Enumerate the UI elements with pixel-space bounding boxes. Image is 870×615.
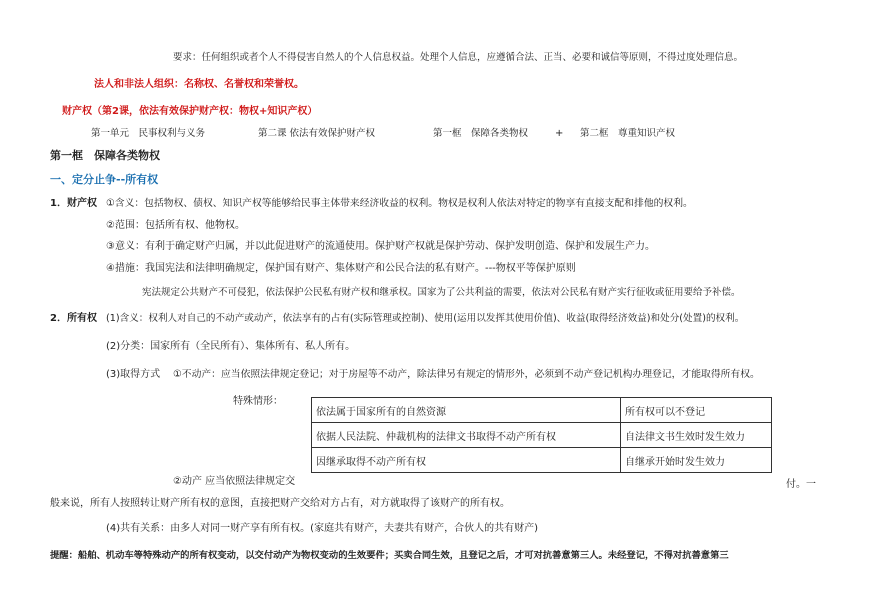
p2-acquire-text: ①不动产：应当依照法律规定登记；对于房屋等不动产，除法律另有规定的情形外，必须到不动产登记机构办理登记，才能取得所有权。 <box>173 369 760 380</box>
p2-label: 2．所有权 <box>50 313 97 324</box>
table-row <box>312 398 772 423</box>
property-title: 财产权（第2课，依法有效保护财产权：物权+知识产权） <box>62 106 318 117</box>
nav-plus: + <box>555 128 564 139</box>
p1-meaning: ①含义：包括物权、债权、知识产权等能够给民事主体带来经济收益的权利。物权是权利人依法对特定的物享有直接支配和排他的权利。 <box>106 198 693 209</box>
table-cell: 依据人民法院、仲裁机构的法律文书取得不动产所有权 <box>312 423 621 448</box>
subsection-title: 一、定分止争--所有权 <box>50 173 159 186</box>
section-title: 第一框 保障各类物权 <box>50 149 160 162</box>
special-case-table <box>311 397 772 473</box>
table-cell: 自法律文书生效时发生效力 <box>621 423 772 448</box>
nav-frame2: 第二框 尊重知识产权 <box>580 128 676 139</box>
p2-classes: (2)分类：国家所有（全民所有）、集体所有、私人所有。 <box>106 341 356 352</box>
p1-measures: ④措施：我国宪法和法律明确规定，保护国有财产、集体财产和公民合法的私有财产。---物权平等保护原则 <box>106 263 576 274</box>
nav-unit: 第一单元 民事权利与义务 <box>91 128 206 139</box>
p2-meaning: (1)含义：权利人对自己的不动产或动产，依法享有的占有(实际管理或控制)、使用(运用以发挥其使用价值)、收益(取得经济效益)和处分(处置)的权利。 <box>106 313 745 324</box>
table-row <box>312 423 772 448</box>
movable-line-c: 般来说，所有人按照转让财产所有权的意图，直接把财产交给对方占有，对方就取得了该财产的所有权。 <box>50 498 510 509</box>
p1-significance: ③意义：有利于确定财产归属，并以此促进财产的流通使用。保护财产权就是保护劳动、保护发明创造、保护和发展生产力。 <box>106 241 655 252</box>
p1-label: 1．财产权 <box>50 198 97 209</box>
legal-person-line: 法人和非法人组织：名称权、名誉权和荣誉权。 <box>94 79 304 90</box>
nav-frame1: 第一框 保障各类物权 <box>433 128 529 139</box>
table-row <box>312 448 772 473</box>
table-cell: 自继承开始时发生效力 <box>621 448 772 473</box>
joint-ownership: (4)共有关系：由多人对同一财产享有所有权。(家庭共有财产，夫妻共有财产，合伙人的共有财产) <box>106 523 538 534</box>
table-cell: 因继承取得不动产所有权 <box>312 448 621 473</box>
table-cell: 依法属于国家所有的自然资源 <box>312 398 621 423</box>
table-cell: 所有权可以不登记 <box>621 398 772 423</box>
special-case-label: 特殊情形： <box>233 396 283 407</box>
movable-line-a: ②动产 应当依照法律规定交 <box>173 476 296 487</box>
nav-lesson: 第二课 依法有效保护财产权 <box>258 128 376 139</box>
p1-constitution: 宪法规定公共财产不可侵犯，依法保护公民私有财产权和继承权。国家为了公共利益的需要，依法对公民私有财产实行征收或征用要给予补偿。 <box>142 287 741 298</box>
reminder-line: 提醒：船舶、机动车等特殊动产的所有权变动，以交付动产为物权变动的生效要件；买卖合同生效，且登记之后，才可对抗善意第三人。未经登记，不得对抗善意第三 <box>50 550 729 561</box>
movable-line-b: 付。一 <box>786 479 816 490</box>
requirement-line: 要求：任何组织或者个人不得侵害自然人的个人信息权益。处理个人信息，应遵循合法、正当、必要和诚信等原则，不得过度处理信息。 <box>173 52 744 63</box>
p1-scope: ②范围：包括所有权、他物权。 <box>106 220 245 231</box>
p2-acquire-label: (3)取得方式 <box>106 369 161 380</box>
